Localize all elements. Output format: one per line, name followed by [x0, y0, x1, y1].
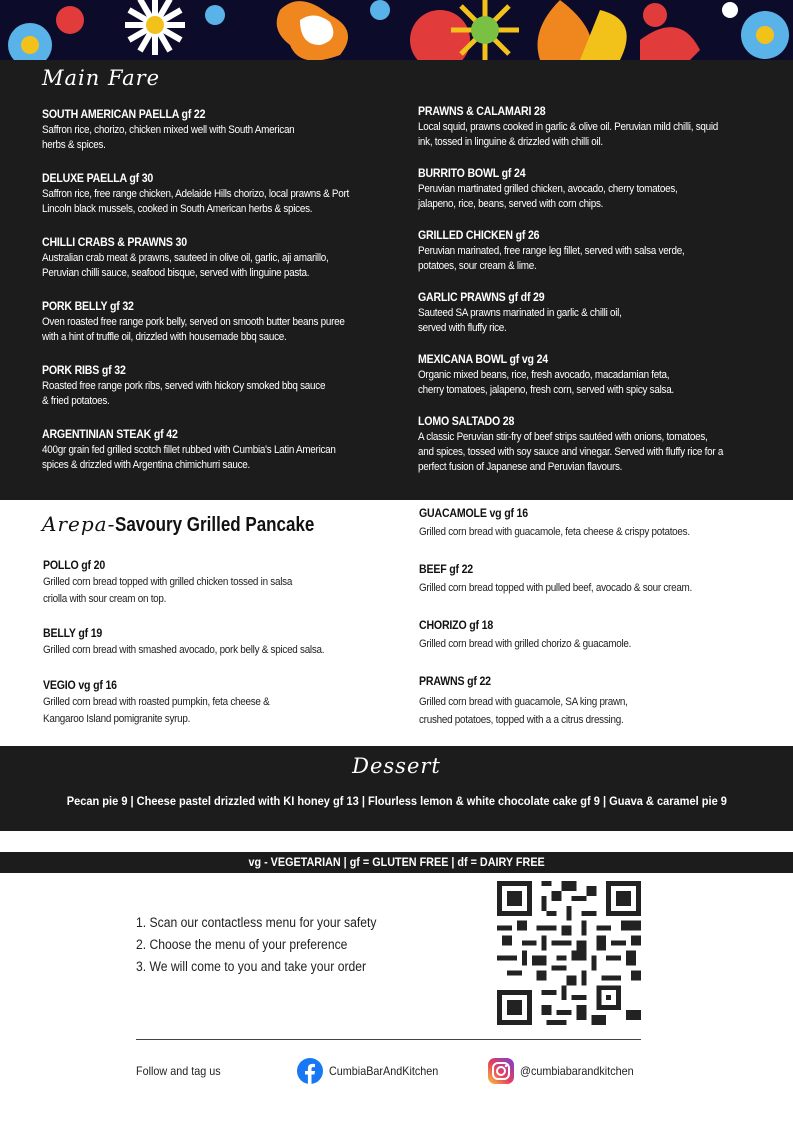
menu-item-desc: Grilled corn bread with guacamole, SA king prawn,: [419, 696, 628, 708]
menu-item-name: DELUXE PAELLA gf 30: [42, 173, 154, 185]
menu-item-desc: Grilled corn bread with grilled chorizo & guacamole.: [419, 638, 632, 650]
menu-item-desc: potatoes, sour cream & lime.: [418, 260, 537, 272]
menu-item-desc: crushed potatoes, topped with a a citrus dressing.: [419, 714, 624, 726]
menu-item-name: GRILLED CHICKEN gf 26: [418, 230, 540, 242]
menu-item-desc: Peruvian marinated, free range leg fillet, served with salsa verde,: [418, 245, 685, 257]
menu-item: [419, 563, 793, 596]
menu-item-name: BELLY gf 19: [43, 628, 103, 640]
menu-item-name: MEXICANA BOWL gf vg 24: [418, 354, 548, 366]
menu-item-desc: and spices, tossed with soy sauce and vinegar. Served with fluffy rice for a: [418, 446, 724, 458]
menu-item: [419, 675, 793, 729]
menu-item: [418, 167, 793, 212]
menu-item-desc: Peruvian martinated grilled chicken, avocado, cherry tomatoes,: [418, 183, 678, 195]
menu-item-desc: spices & drizzled with Argentina chimichurri sauce.: [42, 459, 250, 471]
menu-item-name: LOMO SALTADO 28: [418, 416, 515, 428]
menu-item: [42, 300, 417, 345]
menu-item: [418, 291, 793, 336]
dietary-legend-text: vg - VEGETARIAN | gf = GLUTEN FREE | df = DAIRY FREE: [248, 855, 545, 869]
menu-item-desc: herbs & spices.: [42, 139, 106, 151]
dietary-legend: [0, 852, 793, 873]
menu-item-desc: Grilled corn bread with guacamole, feta cheese & crispy potatoes.: [419, 526, 690, 538]
arepa-title-bold: Savoury Grilled Pancake: [115, 514, 315, 536]
menu-item: [419, 507, 793, 540]
dessert-section: [0, 746, 793, 831]
menu-item: [418, 415, 793, 475]
menu-item-desc: Grilled corn bread topped with pulled beef, avocado & sour cream.: [419, 582, 693, 594]
menu-item-desc: Oven roasted free range pork belly, served on smooth butter beans puree: [42, 316, 345, 328]
menu-item-name: PORK BELLY gf 32: [42, 301, 134, 313]
menu-item-desc: ink, tossed in linguine & drizzled with chilli oil.: [418, 136, 603, 148]
menu-item-desc: Sauteed SA prawns marinated in garlic & chilli oil,: [418, 307, 622, 319]
flower-pattern-image: [0, 0, 793, 60]
menu-item: [42, 364, 417, 409]
order-step: 1. Scan our contactless menu for your safety: [136, 915, 377, 930]
menu-item-name: CHORIZO gf 18: [419, 620, 494, 632]
menu-item: [418, 353, 793, 398]
menu-item-desc: Saffron rice, free range chicken, Adelaide Hills chorizo, local prawns & Port: [42, 188, 349, 200]
menu-item: [43, 627, 418, 659]
divider: [136, 1039, 641, 1040]
menu-item-desc: jalapeno, rice, beans, served with corn chips.: [418, 198, 604, 210]
instagram-link[interactable]: [488, 1058, 646, 1084]
menu-item-desc: Local squid, prawns cooked in garlic & olive oil. Peruvian mild chilli, squid: [418, 121, 719, 133]
menu-item: [42, 108, 417, 153]
menu-item-name: POLLO gf 20: [43, 560, 106, 572]
menu-item-desc: Peruvian chilli sauce, seafood bisque, served with linguine pasta.: [42, 267, 310, 279]
menu-item: [418, 229, 793, 274]
facebook-icon: [297, 1058, 323, 1084]
menu-item-desc: with a hint of truffle oil, drizzled with housemade bbq sauce.: [42, 331, 287, 343]
dessert-title: Dessert: [352, 754, 441, 778]
menu-item-desc: Grilled corn bread with smashed avocado, pork belly & spiced salsa.: [43, 644, 325, 656]
menu-item-desc: perfect fusion of Japanese and Peruvian flavours.: [418, 461, 623, 473]
follow-label: Follow and tag us: [136, 1064, 221, 1078]
menu-item-desc: criolla with sour cream on top.: [43, 593, 167, 605]
menu-item-desc: cherry tomatoes, jalapeno, fresh corn, served with spicy salsa.: [418, 384, 674, 396]
order-step: 2. Choose the menu of your preference: [136, 937, 348, 952]
menu-item-desc: A classic Peruvian stir-fry of beef strips sautéed with onions, tomatoes,: [418, 431, 708, 443]
menu-item: [42, 172, 417, 217]
menu-item: [43, 679, 418, 728]
facebook-handle: CumbiaBarAndKitchen: [329, 1064, 439, 1078]
menu-item-name: VEGIO vg gf 16: [43, 680, 117, 692]
main-fare-title: Main Fare: [42, 66, 161, 90]
instagram-handle: @cumbiabarandkitchen: [520, 1064, 634, 1078]
floral-banner: [0, 0, 793, 60]
menu-item-desc: Lincoln black mussels, cooked in South American herbs & spices.: [42, 203, 313, 215]
menu-item: [42, 236, 417, 281]
menu-item-name: BURRITO BOWL gf 24: [418, 168, 526, 180]
menu-item-desc: Roasted free range pork ribs, served with hickory smoked bbq sauce: [42, 380, 326, 392]
menu-item-desc: Organic mixed beans, rice, fresh avocado, macadamian feta,: [418, 369, 670, 381]
menu-item-desc: Kangaroo Island pomigranite syrup.: [43, 713, 191, 725]
menu-item: [43, 559, 418, 608]
arepa-title-script: Arepa-: [42, 512, 116, 536]
menu-item: [42, 428, 417, 473]
menu-item: [419, 619, 793, 652]
menu-item-name: GARLIC PRAWNS gf df 29: [418, 292, 545, 304]
arepa-title: [42, 512, 350, 537]
menu-item: [418, 105, 793, 150]
menu-item-name: ARGENTINIAN STEAK gf 42: [42, 429, 178, 441]
menu-item-desc: Saffron rice, chorizo, chicken mixed well with South American: [42, 124, 295, 136]
order-step: 3. We will come to you and take your order: [136, 959, 367, 974]
dessert-items-text: Pecan pie 9 | Cheese pastel drizzled with KI honey gf 13 | Flourless lemon & white chocolate cake gf 9 | Guava & caramel pie 9: [66, 794, 727, 808]
menu-item-desc: & fried potatoes.: [42, 395, 110, 407]
menu-item-desc: 400gr grain fed grilled scotch fillet rubbed with Cumbia's Latin American: [42, 444, 336, 456]
dessert-items: [0, 794, 793, 808]
menu-item-desc: Australian crab meat & prawns, sauteed in olive oil, garlic, aji amarillo,: [42, 252, 329, 264]
order-steps: [136, 912, 403, 978]
menu-item-desc: served with fluffy rice.: [418, 322, 507, 334]
menu-item-name: PRAWNS gf 22: [419, 676, 491, 688]
menu-item-name: PRAWNS & CALAMARI 28: [418, 106, 546, 118]
menu-item-desc: Grilled corn bread with roasted pumpkin, feta cheese &: [43, 696, 270, 708]
menu-item-name: SOUTH AMERICAN PAELLA gf 22: [42, 109, 206, 121]
qr-code-image[interactable]: [497, 878, 641, 1028]
menu-item-name: BEEF gf 22: [419, 564, 474, 576]
menu-item-name: GUACAMOLE vg gf 16: [419, 508, 528, 520]
menu-item-desc: Grilled corn bread topped with grilled chicken tossed in salsa: [43, 576, 293, 588]
menu-item-name: PORK RIBS gf 32: [42, 365, 126, 377]
menu-item-name: CHILLI CRABS & PRAWNS 30: [42, 237, 187, 249]
facebook-link[interactable]: [297, 1058, 450, 1084]
instagram-icon: [488, 1058, 514, 1084]
